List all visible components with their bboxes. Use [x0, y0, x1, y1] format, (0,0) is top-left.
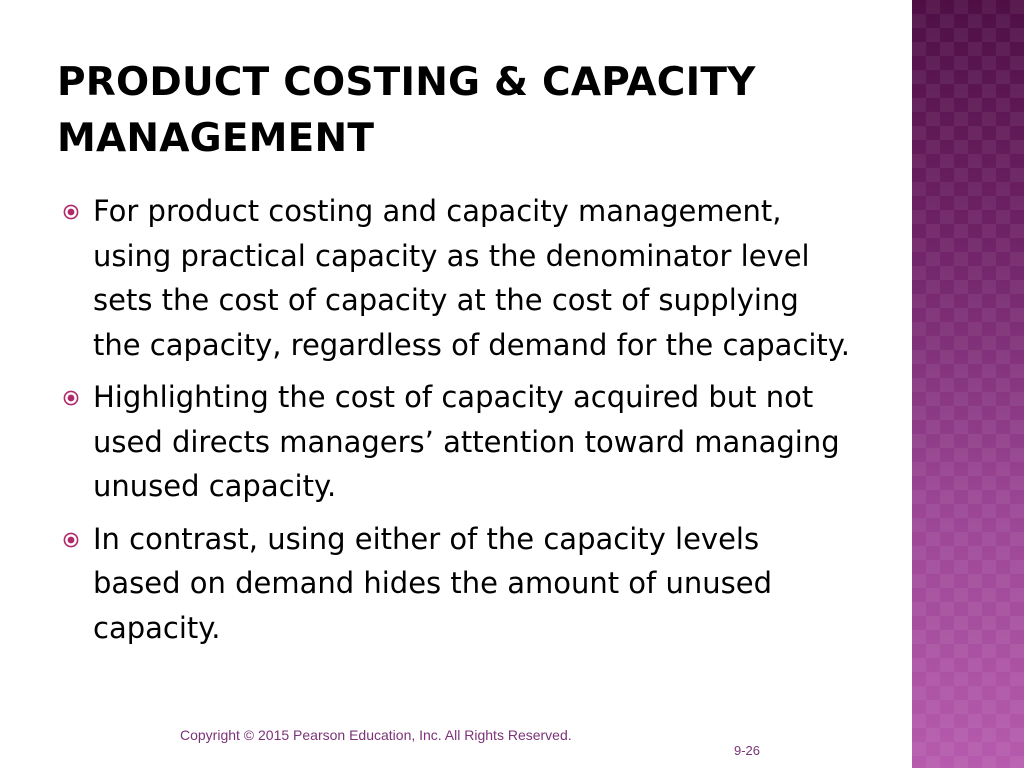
slide-title-line-1: PRODUCT COSTING & CAPACITY — [57, 60, 756, 105]
copyright-notice: Copyright © 2015 Pearson Education, Inc. All Rights Reserved. — [180, 727, 572, 743]
bullet-text: For product costing and capacity management, using practical capacity as the denominator level sets the cost of capacity at the cost of supplying the capacity, regardless of demand for the capacity. — [93, 194, 851, 362]
decorative-side-panel — [912, 0, 1024, 768]
slide-title — [57, 55, 877, 167]
bullet-text: In contrast, using either of the capacity levels based on demand hides the amount of unused capacity. — [93, 521, 772, 645]
circled-dot-icon — [63, 390, 79, 406]
circled-dot-icon — [63, 204, 79, 220]
page-number: 9-26 — [734, 743, 761, 758]
bullet-list — [60, 189, 850, 658]
circled-dot-icon — [63, 532, 79, 548]
bullet-text: Highlighting the cost of capacity acquired but not used directs managers’ attention toward managing unused capacity. — [93, 380, 840, 503]
bullet-item-3 — [60, 517, 850, 651]
bullet-item-2 — [60, 375, 850, 509]
slide-title-line-2: MANAGEMENT — [57, 116, 375, 161]
bullet-item-1 — [60, 189, 850, 367]
